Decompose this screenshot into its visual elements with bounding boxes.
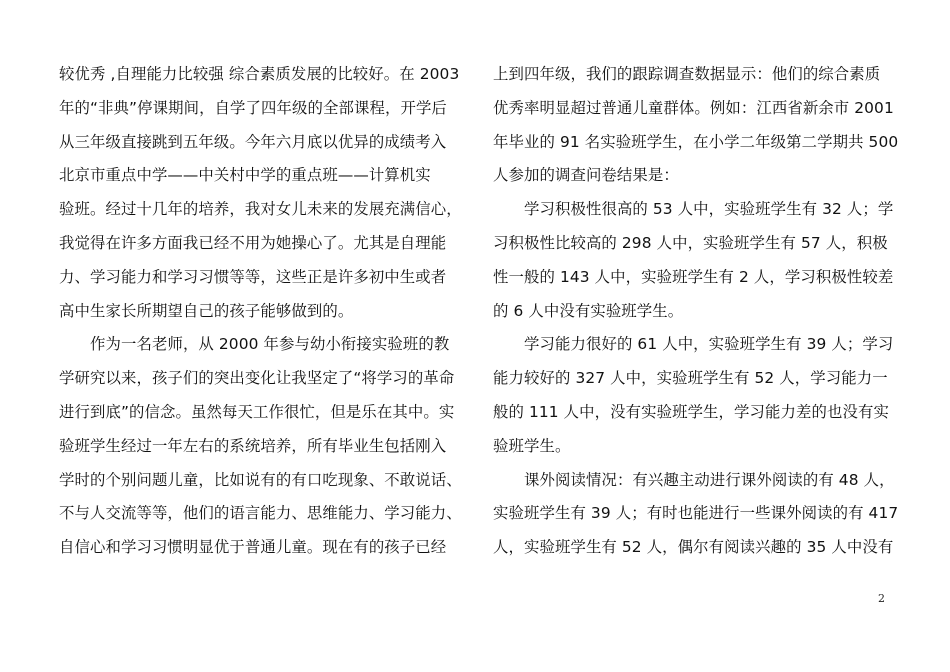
text-line: 验班学生。 (493, 436, 571, 455)
paragraph-first-line: 学习积极性很高的 53 人中，实验班学生有 32 人；学 (524, 200, 894, 219)
text-line: 性一般的 143 人中，实验班学生有 2 人，学习积极性较差 (493, 267, 894, 286)
text-line: 较优秀 ,自理能力比较强 综合素质发展的比较好。在 2003 (59, 65, 460, 83)
page-number: 2 (878, 592, 885, 605)
text-line: 高中生家长所期望自己的孩子能够做到的。 (59, 301, 354, 320)
text-line: 习积极性比较高的 298 人中，实验班学生有 57 人，积极 (493, 233, 888, 252)
paragraph-first-line: 作为一名老师，从 2000 年参与幼小衔接实验班的教 (90, 335, 450, 354)
left-text-column (59, 58, 466, 565)
text-line: 实验班学生有 39 人；有时也能进行一些课外阅读的有 417 (493, 504, 899, 523)
text-line: 的 6 人中没有实验班学生。 (493, 301, 684, 320)
text-line: 学时的个别问题儿童，比如说有的有口吃现象、不敢说话、 (59, 470, 462, 489)
text-line: 上到四年级，我们的跟踪调查数据显示：他们的综合素质 (493, 65, 881, 83)
text-line: 我觉得在许多方面我已经不用为她操心了。尤其是自理能 (59, 233, 447, 252)
text-line: 优秀率明显超过普通儿童群体。例如：江西省新余市 2001 (493, 98, 894, 117)
text-line: 人参加的调查问卷结果是： (493, 166, 679, 185)
text-line: 验班。经过十几年的培养，我对女儿未来的发展充满信心， (59, 200, 462, 219)
paragraph-first-line: 课外阅读情况：有兴趣主动进行课外阅读的有 48 人， (524, 470, 895, 489)
text-line: 力、学习能力和学习习惯等等，这些正是许多初中生或者 (59, 267, 447, 286)
text-line: 年毕业的 91 名实验班学生，在小学二年级第二学期共 500 (493, 132, 899, 151)
text-line: 人，实验班学生有 52 人，偶尔有阅读兴趣的 35 人中没有 (493, 538, 894, 557)
text-line: 学研究以来，孩子们的突出变化让我坚定了“将学习的革命 (59, 369, 455, 388)
text-line: 不与人交流等等，他们的语言能力、思维能力、学习能力、 (59, 504, 462, 523)
text-line: 能力较好的 327 人中，实验班学生有 52 人，学习能力一 (493, 369, 888, 388)
right-text-column (493, 58, 899, 565)
text-line: 北京市重点中学——中关村中学的重点班——计算机实 (59, 166, 431, 185)
text-line: 验班学生经过一年左右的系统培养，所有毕业生包括刚入 (59, 436, 447, 455)
text-line: 从三年级直接跳到五年级。今年六月底以优异的成绩考入 (59, 132, 447, 151)
text-line: 自信心和学习习惯明显优于普通儿童。现在有的孩子已经 (59, 538, 447, 557)
text-line: 进行到底”的信念。虽然每天工作很忙，但是乐在其中。实 (59, 402, 455, 421)
paragraph-first-line: 学习能力很好的 61 人中，实验班学生有 39 人；学习 (524, 335, 894, 354)
text-line: 般的 111 人中，没有实验班学生，学习能力差的也没有实 (493, 402, 889, 421)
text-line: 年的“非典”停课期间，自学了四年级的全部课程，开学后 (59, 98, 447, 117)
